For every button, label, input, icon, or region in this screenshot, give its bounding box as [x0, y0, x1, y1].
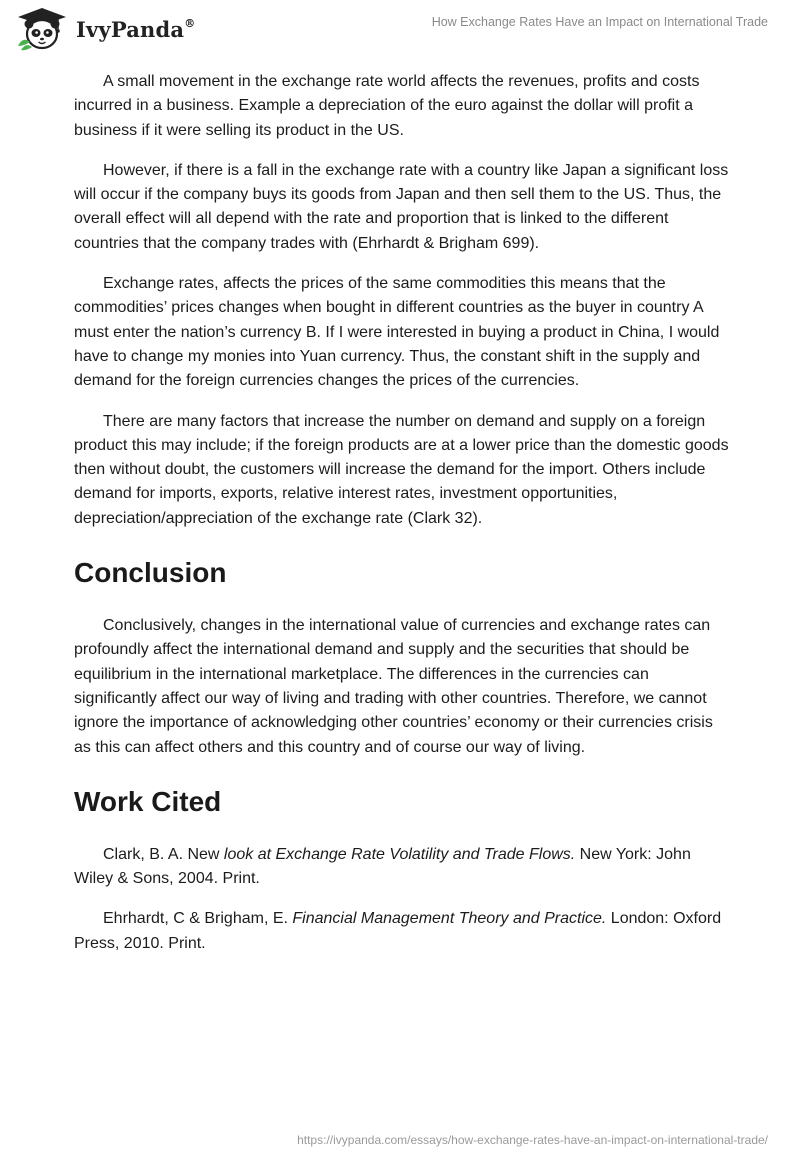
document-title: How Exchange Rates Have an Impact on International Trade	[431, 15, 768, 29]
conclusion-paragraph: Conclusively, changes in the international value of currencies and exchange rates can profoundly affect the international demand and supply and the securities that should be equilibrium in the international marketplace. The differences in the currencies can significantly affect our way of living and trading with other countries. Therefore, we cannot ignore the importance of acknowledging other countries’ economy or their currencies crisis as this can affect others and this country and of course our way of living.	[74, 617, 713, 756]
paragraph: Exchange rates, affects the prices of the same commodities this means that the commodities’ prices changes when bought in different countries as the buyer in country A must enter the nation’s currency B. If I were interested in buying a product in China, I would have to change my monies into Yuan currency. Thus, the constant shift in the supply and demand for the foreign currencies changes the prices of the currencies.	[74, 275, 720, 390]
citation-entry: Ehrhardt, C & Brigham, E. Financial Management Theory and Practice. London: Oxford Press, 2010. Print.	[74, 910, 722, 952]
citation-title: look at Exchange Rate Volatility and Trade Flows.	[223, 845, 576, 863]
essay-body	[74, 70, 734, 972]
page-header	[0, 0, 800, 60]
paragraph: There are many factors that increase the number on demand and supply on a foreign product this may include; if the foreign products are at a lower price than the domestic goods then without doubt, the customers will increase the demand for the import. Others include demand for imports, exports, relative interest rates, investment opportunities, depreciation/appreciation of the exchange rate (Clark 32).	[74, 412, 729, 527]
paragraph: However, if there is a fall in the exchange rate with a country like Japan a significant loss will occur if the company buys its goods from Japan and then sell them to the US. Thus, the overall effect will all depend with the rate and proportion that is linked to the different countries that the company trades with (Ehrhardt & Brigham 699).	[74, 161, 729, 252]
citation-title: Financial Management Theory and Practice.	[292, 910, 607, 928]
panda-mascot-icon	[14, 6, 70, 52]
paragraph: A small movement in the exchange rate world affects the revenues, profits and costs incurred in a business. Example a depreciation of the euro against the dollar will profit a business if it were selling its product in the US.	[74, 73, 700, 139]
citation-entry: Clark, B. A. New look at Exchange Rate Volatility and Trade Flows. New York: John Wiley & Sons, 2004. Print.	[74, 845, 691, 888]
ivypanda-logo[interactable]	[14, 6, 195, 52]
conclusion-heading: Conclusion	[74, 557, 227, 589]
source-url[interactable]: https://ivypanda.com/essays/how-exchange-rates-have-an-impact-on-international-trade/	[297, 1133, 768, 1147]
brand-name: IvyPanda®	[76, 16, 196, 42]
works-cited-heading: Work Cited	[74, 785, 222, 817]
